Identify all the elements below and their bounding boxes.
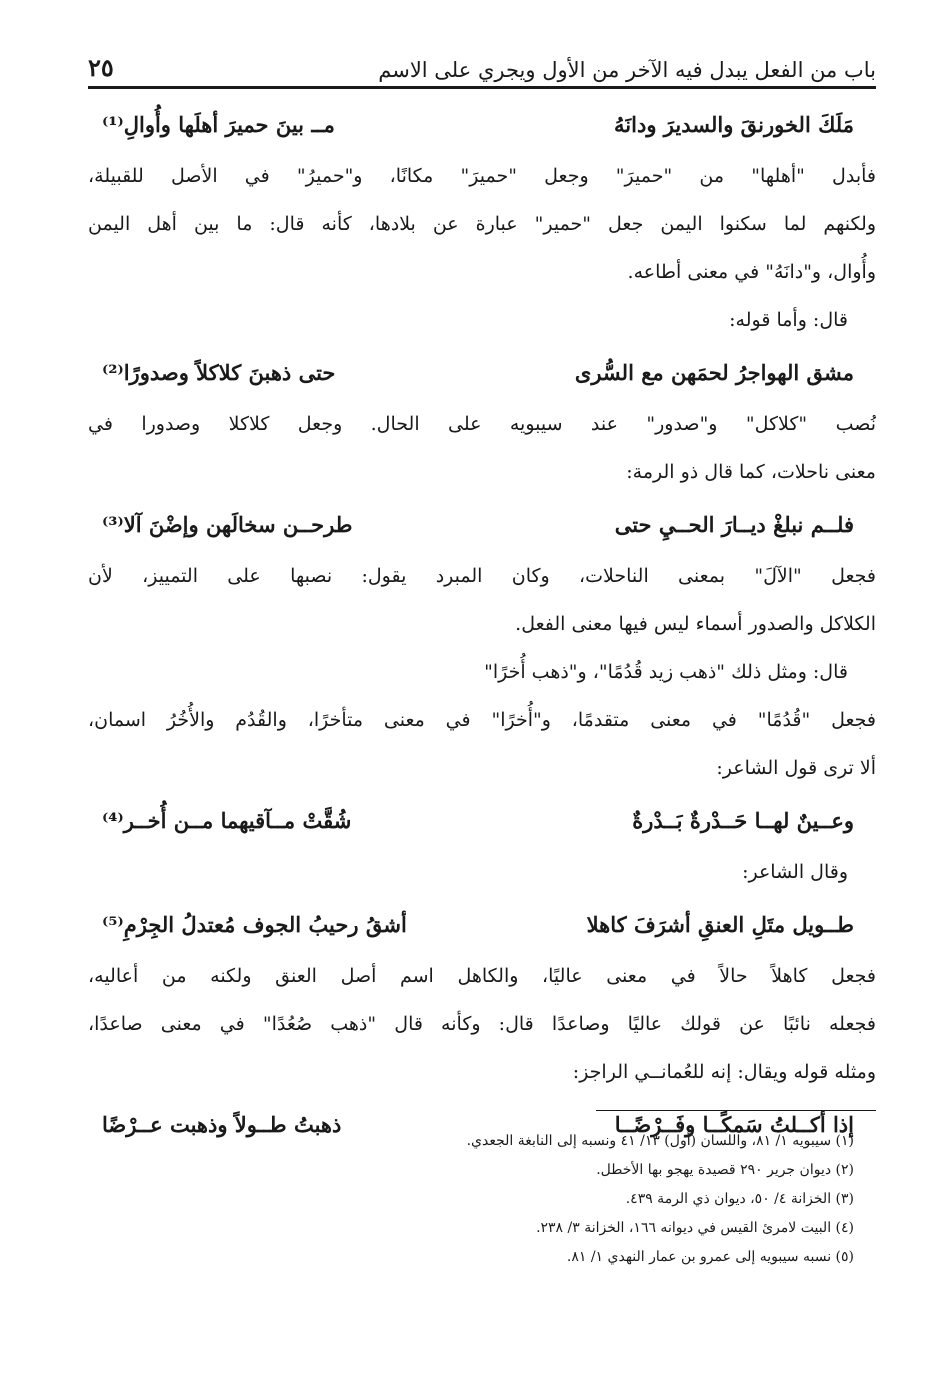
footnote: (٢) ديوان جرير ٢٩٠ قصيدة يهجو بها الأخطل. <box>596 1162 854 1178</box>
prose-line: فجعل "قُدُمًا" في معنى متقدمًا، و"أُخرًا" في معنى متأخرًا، والقُدُم والأُخُرُ اسمان، <box>88 709 876 731</box>
footnote-separator <box>596 1110 876 1111</box>
prose-line: قال: ومثل ذلك "ذهب زيد قُدُمًا"، و"ذهب أُخرًا" <box>484 661 848 683</box>
main-text <box>88 96 876 1152</box>
verse-second-hemistich: مــ بينَ حميرَ أهلَها وأُوالِ⁽¹⁾ <box>102 111 335 137</box>
verse-line <box>88 96 876 152</box>
verse-line <box>88 344 876 400</box>
prose-line: فجعل "الآلَ" بمعنى الناحلات، وكان المبرد يقول: نصبها على التمييز، لأن <box>88 565 876 587</box>
prose-line: وقال الشاعر: <box>742 861 848 883</box>
verse-second-hemistich: أشقُ رحيبُ الجوف مُعتدلُ الجِرْمِ⁽⁵⁾ <box>102 911 407 937</box>
prose-line: فجعله نائبًا عن قولك عاليًا وصاعدًا قال: وكأنه قال "ذهب صُعُدًا" في معنى صاعدًا، <box>88 1013 876 1035</box>
prose-line: ولكنهم لما سكنوا اليمن جعل "حمير" عبارة عن بلادها، كأنه قال: ما بين أهل اليمن <box>88 213 876 235</box>
prose-line: فجعل كاهلاً حالاً في معنى عاليًا، والكاهل اسم أصل العنق ولكنه من أعاليه، <box>88 965 876 987</box>
page-number: ٢٥ <box>88 53 114 82</box>
page-header <box>88 28 876 82</box>
verse-line <box>88 496 876 552</box>
verse-second-hemistich: طرحــن سخالَهن وإضْنَ آلا⁽³⁾ <box>102 511 353 537</box>
verse-first-hemistich: إذا أكــلتُ سَمكًــا وفَــرْضًــا <box>614 1111 854 1137</box>
prose-line: ألا ترى قول الشاعر: <box>716 757 876 779</box>
verse-second-hemistich: شُقَّتْ مــآقيهما مــن أُخــر⁽⁴⁾ <box>102 807 352 833</box>
verse-line <box>88 792 876 848</box>
verse-first-hemistich: فلــم نبلغْ ديــارَ الحــيِ حتى <box>614 511 854 537</box>
verse-first-hemistich: وعــينٌ لهــا حَــدْرةٌ بَــدْرةٌ <box>632 807 854 833</box>
verse-first-hemistich: طــويل متَلِ العنقِ أشرَفَ كاهلا <box>586 911 854 937</box>
header-rule <box>88 86 876 89</box>
footnote: (٥) نسبه سيبويه إلى عمرو بن عمار النهدي ١/ ٨١. <box>566 1249 854 1265</box>
verse-first-hemistich: مَلَكَ الخورنقَ والسديرَ ودانَهُ <box>614 111 854 137</box>
verse-second-hemistich: ذهبتُ طــولاً وذهبت عــرْضًا <box>102 1111 342 1137</box>
footnotes <box>88 1127 876 1272</box>
prose-line: ومثله قوله ويقال: إنه للعُمانــي الراجز: <box>572 1061 876 1083</box>
prose-line: وأُوال، و"دانَهُ" في معنى أطاعه. <box>627 261 876 283</box>
prose-line: الكلاكل والصدور أسماء ليس فيها معنى الفعل. <box>515 613 876 635</box>
footnote: (٤) البيت لامرئ القيس في ديوانه ١٦٦، الخزانة ٣/ ٢٣٨. <box>536 1220 854 1236</box>
footnote: (١) سيبويه ١/ ٨١، واللسان (أول) ١٣/ ٤١ ونسبه إلى النابغة الجعدي. <box>466 1133 854 1149</box>
prose-line: معنى ناحلات، كما قال ذو الرمة: <box>626 461 876 483</box>
verse-second-hemistich: حتى ذهبنَ كلاكلاً وصدورًا⁽²⁾ <box>102 359 336 385</box>
prose-line: قال: وأما قوله: <box>729 309 848 331</box>
running-title: باب من الفعل يبدل فيه الآخر من الأول ويجري على الاسم <box>378 58 876 82</box>
verse-first-hemistich: مشق الهواجرُ لحمَهن مع السُّرى <box>574 359 854 385</box>
prose-line: نُصب "كلاكل" و"صدور" عند سيبويه على الحال. وجعل كلاكلا وصدورا في <box>88 413 876 435</box>
verse-line <box>88 896 876 952</box>
footnote: (٣) الخزانة ٤/ ٥٠، ديوان ذي الرمة ٤٣٩. <box>625 1191 854 1207</box>
prose-line: فأبدل "أهلها" من "حميرَ" وجعل "حميرَ" مكانًا، و"حميرُ" في الأصل للقبيلة، <box>88 165 876 187</box>
